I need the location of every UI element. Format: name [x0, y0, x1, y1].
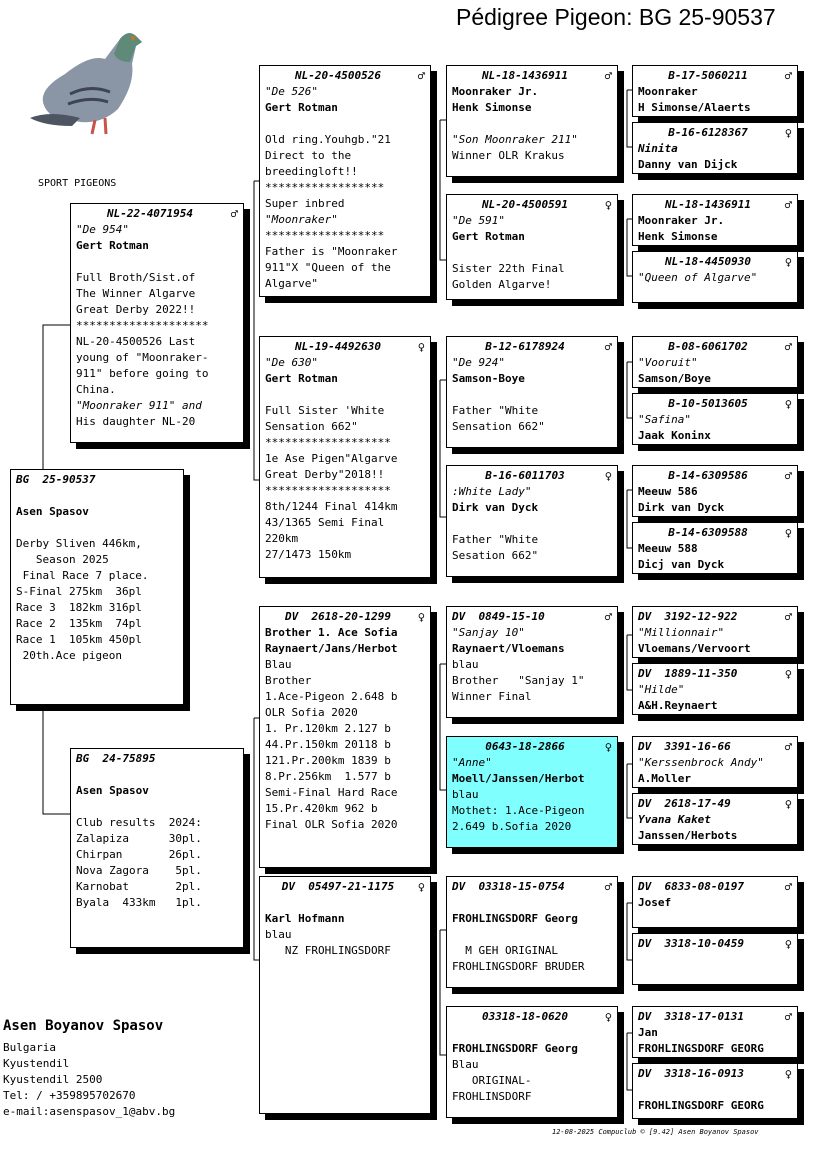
- card-line: FROHLINSDORF: [452, 1090, 532, 1103]
- card-lines: [76, 222, 238, 430]
- card-line: "Anne": [452, 756, 492, 769]
- card-line: Danny van Dijck: [638, 158, 738, 171]
- card-line: Janssen/Herbots: [638, 829, 738, 842]
- ring-number: NL-19-4492630 ♀: [294, 340, 425, 354]
- card-line: 44.Pr.150km 20118 b: [265, 738, 391, 751]
- card-line: [76, 767, 238, 783]
- gen5-card-16[interactable]: [632, 1063, 798, 1119]
- male-icon: ♂: [604, 880, 612, 894]
- sire-dam-card[interactable]: [259, 336, 431, 578]
- card-line: young of "Moonraker-: [76, 351, 209, 364]
- card-lines: [452, 895, 612, 975]
- female-icon: ♀: [417, 610, 425, 624]
- card-line: 1e Ase Pigen"Algarve: [265, 452, 398, 465]
- card-line: A&H.Reynaert: [638, 699, 718, 712]
- female-icon: ♀: [604, 740, 612, 754]
- ring-number: DV 2618-17-49 ♀: [638, 797, 792, 811]
- card-line: Sister 22th Final: [452, 262, 565, 275]
- card-line: Club results 2024:: [76, 816, 202, 829]
- male-icon: ♂: [784, 610, 792, 624]
- card-line: Blau: [452, 1058, 479, 1071]
- female-icon: ♀: [604, 198, 612, 212]
- ring-number: 0643-18-2866 ♀: [485, 740, 612, 754]
- card-lines: [638, 541, 792, 573]
- ring-number: NL-20-4500591 ♀: [481, 198, 612, 212]
- card-lines: [638, 412, 792, 444]
- card-line: Season 2025: [16, 553, 109, 566]
- male-icon: ♂: [604, 69, 612, 83]
- gen5-card-5[interactable]: [632, 336, 798, 388]
- card-line: Derby Sliven 446km,: [16, 537, 142, 550]
- card-line: [265, 895, 425, 911]
- card-line: "Vooruit": [638, 356, 698, 369]
- card-line: Blau: [265, 658, 292, 671]
- ring-number: DV 3391-16-66 ♂: [638, 740, 792, 754]
- card-line: 220km: [265, 532, 299, 545]
- card-lines: [638, 213, 792, 245]
- card-line: Semi-Final Hard Race: [265, 786, 398, 799]
- card-lines: [638, 84, 792, 116]
- card-lines: [452, 355, 612, 435]
- card-line: 20th.Ace pigeon: [16, 649, 122, 662]
- card-line: Asen Spasov: [76, 784, 149, 797]
- card-line: Raynaert/Vloemans: [452, 642, 565, 655]
- owner-details: [3, 1040, 175, 1120]
- gen4-card-7[interactable]: [446, 876, 618, 988]
- ring-number: B-17-5060211 ♂: [668, 69, 792, 83]
- sire-card[interactable]: [70, 203, 244, 443]
- gen5-card-8[interactable]: [632, 522, 798, 574]
- dam-sire-card[interactable]: [259, 606, 431, 868]
- ring-number: DV 3318-10-0459 ♀: [638, 937, 792, 951]
- card-lines: [452, 625, 612, 705]
- gen5-card-1[interactable]: [632, 65, 798, 117]
- female-icon: ♀: [417, 340, 425, 354]
- page-title: Pédigree Pigeon: BG 25-90537: [456, 4, 776, 30]
- card-line: Super inbred: [265, 197, 345, 210]
- female-icon: ♀: [784, 255, 792, 269]
- card-line: China.: [76, 383, 116, 396]
- card-line: [452, 927, 612, 943]
- card-line: 911" before going to: [76, 367, 209, 380]
- card-lines: [638, 682, 792, 714]
- card-line: [452, 1025, 612, 1041]
- card-line: blau: [265, 928, 292, 941]
- card-lines: [265, 84, 425, 292]
- card-line: Final OLR Sofia 2020: [265, 818, 398, 831]
- card-lines: [638, 1025, 792, 1057]
- card-lines: [638, 270, 792, 286]
- card-lines: [638, 895, 792, 911]
- gen5-card-11[interactable]: [632, 736, 798, 788]
- card-line: Full Sister 'White: [265, 404, 385, 417]
- card-line: Zalapiza 30pl.: [76, 832, 202, 845]
- card-line: Ninita: [638, 142, 678, 155]
- card-line: Winner Final: [452, 690, 532, 703]
- card-line: "Moonraker 911" and: [76, 399, 202, 412]
- ring-number: DV 3318-16-0913 ♀: [638, 1067, 792, 1081]
- ring-number: 03318-18-0620 ♀: [481, 1010, 612, 1024]
- card-line: *******************: [265, 484, 391, 497]
- gen5-card-6[interactable]: [632, 393, 798, 445]
- card-line: [452, 516, 612, 532]
- ring-number: B-10-5013605 ♀: [668, 397, 792, 411]
- card-line: Asen Spasov: [16, 505, 89, 518]
- ring-number: NL-20-4500526 ♂: [294, 69, 425, 83]
- card-line: Moonraker: [638, 85, 698, 98]
- card-line: *******************: [265, 436, 391, 449]
- card-line: NL-20-4500526 Last: [76, 335, 196, 348]
- gen5-card-4[interactable]: [632, 251, 798, 303]
- card-lines: [638, 755, 792, 787]
- card-lines: [76, 767, 238, 911]
- card-line: Jaak Koninx: [638, 429, 711, 442]
- ring-number: DV 3318-17-0131 ♂: [638, 1010, 792, 1024]
- ring-number: B-14-6309588 ♀: [668, 526, 792, 540]
- gen4-card-6-highlighted[interactable]: [446, 736, 618, 848]
- card-line: Race 1 105km 450pl: [16, 633, 142, 646]
- owner-line: Kyustendil 2500: [3, 1073, 103, 1086]
- card-line: FROHLINGSDORF GEORG: [638, 1042, 764, 1055]
- card-line: Gert Rotman: [76, 239, 149, 252]
- card-line: 27/1473 150km: [265, 548, 352, 561]
- card-line: :White Lady": [452, 485, 532, 498]
- male-icon: ♂: [784, 340, 792, 354]
- card-line: Henk Simonse: [452, 101, 532, 114]
- card-lines: [638, 484, 792, 516]
- gen5-card-13[interactable]: [632, 876, 798, 928]
- card-line: 15.Pr.420km 962 b: [265, 802, 378, 815]
- card-line: Dirk van Dyck: [638, 501, 725, 514]
- ring-number: BG 25-90537: [16, 473, 96, 486]
- card-line: [265, 387, 425, 403]
- gen5-card-15[interactable]: [632, 1006, 798, 1058]
- card-line: Father "White: [452, 533, 539, 546]
- card-lines: [452, 755, 612, 835]
- card-line: Moonraker Jr.: [638, 214, 725, 227]
- card-line: Samson-Boye: [452, 372, 525, 385]
- footer-credit: 12-08-2025 Compuclub © [9.42] Asen Boyanov Spasov: [552, 1128, 759, 1136]
- card-line: Father is "Moonraker: [265, 245, 398, 258]
- card-lines: [265, 355, 425, 563]
- card-line: "De 630": [265, 356, 318, 369]
- card-line: "Millionnair": [638, 626, 725, 639]
- card-line: [76, 254, 238, 270]
- gen5-card-7[interactable]: [632, 465, 798, 517]
- card-line: Sesation 662": [452, 549, 539, 562]
- owner-line: e-mail:asenspasov_1@abv.bg: [3, 1105, 176, 1118]
- card-lines: [638, 812, 792, 844]
- card-line: Great Derby 2022!!: [76, 303, 196, 316]
- sport-pigeons-label: SPORT PIGEONS: [38, 178, 117, 189]
- female-icon: ♀: [417, 880, 425, 894]
- card-lines: [638, 1082, 792, 1114]
- card-line: OLR Sofia 2020: [265, 706, 358, 719]
- card-line: Golden Algarve!: [452, 278, 552, 291]
- card-line: Full Broth/Sist.of: [76, 271, 196, 284]
- dam-card[interactable]: [70, 748, 244, 948]
- card-line: breedingloft!!: [265, 165, 358, 178]
- card-line: FROHLINGSDORF GEORG: [638, 1099, 764, 1112]
- card-line: "Sanjay 10": [452, 626, 525, 639]
- female-icon: ♀: [784, 526, 792, 540]
- card-line: [452, 245, 612, 261]
- ring-number: DV 2618-20-1299 ♀: [285, 610, 425, 624]
- card-line: His daughter NL-20: [76, 415, 196, 428]
- gen5-card-3[interactable]: [632, 194, 798, 246]
- card-line: The Winner Algarve: [76, 287, 196, 300]
- card-line: NZ FROHLINGSDORF: [265, 944, 391, 957]
- ring-number: DV 3192-12-922 ♂: [638, 610, 792, 624]
- card-line: Moonraker Jr.: [452, 85, 539, 98]
- card-line: ********************: [76, 319, 209, 332]
- card-line: FROHLINGSDORF BRUDER: [452, 960, 585, 973]
- card-line: Karl Hofmann: [265, 912, 345, 925]
- ring-number: B-08-6061702 ♂: [668, 340, 792, 354]
- ring-number: DV 05497-21-1175 ♀: [281, 880, 425, 894]
- card-line: Brother 1. Ace Sofia: [265, 626, 398, 639]
- gen5-card-9[interactable]: [632, 606, 798, 658]
- card-line: ******************: [265, 229, 385, 242]
- card-line: [265, 116, 425, 132]
- card-line: Gert Rotman: [452, 230, 525, 243]
- female-icon: ♀: [604, 469, 612, 483]
- card-lines: [638, 625, 792, 657]
- card-line: FROHLINGSDORF Georg: [452, 912, 578, 925]
- card-line: Father "White: [452, 404, 539, 417]
- card-line: Dirk van Dyck: [452, 501, 539, 514]
- card-line: Chirpan 26pl.: [76, 848, 202, 861]
- owner-name: Asen Boyanov Spasov: [3, 1018, 164, 1034]
- card-line: Byala 433km 1pl.: [76, 896, 202, 909]
- card-lines: [265, 895, 425, 959]
- card-line: Gert Rotman: [265, 372, 338, 385]
- female-icon: ♀: [784, 397, 792, 411]
- card-line: Nova Zagora 5pl.: [76, 864, 202, 877]
- female-icon: ♀: [784, 797, 792, 811]
- card-line: [452, 116, 612, 132]
- ring-number: NL-18-1436911 ♂: [664, 198, 792, 212]
- ring-number: DV 03318-15-0754 ♂: [452, 880, 612, 894]
- card-line: Final Race 7 place.: [16, 569, 149, 582]
- card-line: "Safina": [638, 413, 691, 426]
- card-lines: [16, 488, 178, 664]
- card-line: Vloemans/Vervoort: [638, 642, 751, 655]
- card-lines: [452, 1025, 612, 1105]
- card-line: "Moonraker": [265, 213, 338, 226]
- card-line: [638, 1082, 792, 1098]
- gen4-card-4[interactable]: [446, 465, 618, 577]
- card-line: "De 591": [452, 214, 505, 227]
- card-line: Moell/Janssen/Herbot: [452, 772, 585, 785]
- card-line: blau: [452, 658, 479, 671]
- card-line: H Simonse/Alaerts: [638, 101, 751, 114]
- male-icon: ♂: [784, 880, 792, 894]
- card-line: "De 526": [265, 85, 318, 98]
- card-lines: [638, 355, 792, 387]
- card-lines: [452, 484, 612, 564]
- card-line: M GEH ORIGINAL: [452, 944, 558, 957]
- card-line: [76, 799, 238, 815]
- dam-dam-card[interactable]: [259, 876, 431, 1114]
- male-icon: ♂: [604, 340, 612, 354]
- male-icon: ♂: [784, 740, 792, 754]
- gen5-card-14[interactable]: [632, 933, 798, 985]
- ring-number: B-16-6011703 ♀: [485, 469, 612, 483]
- gen4-card-3[interactable]: [446, 336, 618, 448]
- male-icon: ♂: [784, 469, 792, 483]
- card-line: Gert Rotman: [265, 101, 338, 114]
- card-line: Brother "Sanjay 1": [452, 674, 585, 687]
- male-icon: ♂: [784, 198, 792, 212]
- card-line: Great Derby"2018!!: [265, 468, 385, 481]
- male-icon: ♂: [230, 207, 238, 221]
- male-icon: ♂: [784, 69, 792, 83]
- ring-number: NL-22-4071954 ♂: [106, 207, 238, 221]
- card-line: Race 2 135km 74pl: [16, 617, 142, 630]
- male-icon: ♂: [784, 1010, 792, 1024]
- card-line: "De 924": [452, 356, 505, 369]
- ring-number: B-16-6128367 ♀: [668, 126, 792, 140]
- card-line: ******************: [265, 181, 385, 194]
- card-line: Dicj van Dyck: [638, 558, 725, 571]
- card-line: Mothet: 1.Ace-Pigeon: [452, 804, 585, 817]
- male-icon: ♂: [604, 610, 612, 624]
- gen5-card-12[interactable]: [632, 793, 798, 845]
- card-line: Meeuw 586: [638, 485, 698, 498]
- gen4-card-2[interactable]: [446, 194, 618, 300]
- card-line: Sensation 662": [452, 420, 545, 433]
- male-icon: ♂: [417, 69, 425, 83]
- card-line: 911"X "Queen of the: [265, 261, 391, 274]
- card-line: Samson/Boye: [638, 372, 711, 385]
- female-icon: ♀: [784, 1067, 792, 1081]
- card-lines: [265, 625, 425, 833]
- card-line: 2.649 b.Sofia 2020: [452, 820, 572, 833]
- gen4-card-1[interactable]: [446, 65, 618, 177]
- card-line: ORIGINAL-: [452, 1074, 532, 1087]
- ring-number: BG 24-75895: [76, 752, 156, 765]
- owner-line: Bulgaria: [3, 1041, 56, 1054]
- card-line: "Son Moonraker 211": [452, 133, 578, 146]
- gen4-card-8[interactable]: [446, 1006, 618, 1118]
- card-line: "Queen of Algarve": [638, 271, 758, 284]
- card-line: Old ring.Youhgb."21: [265, 133, 391, 146]
- card-line: 121.Pr.200km 1839 b: [265, 754, 391, 767]
- card-line: [452, 895, 612, 911]
- card-line: Henk Simonse: [638, 230, 718, 243]
- card-line: Sensation 662": [265, 420, 358, 433]
- card-line: S-Final 275km 36pl: [16, 585, 142, 598]
- card-line: Raynaert/Jans/Herbot: [265, 642, 398, 655]
- card-line: 43/1365 Semi Final: [265, 516, 385, 529]
- card-line: [16, 520, 178, 536]
- card-line: Karnobat 2pl.: [76, 880, 202, 893]
- gen4-card-5[interactable]: [446, 606, 618, 718]
- owner-line: Tel: / +359895702670: [3, 1089, 136, 1102]
- card-line: "De 954": [76, 223, 129, 236]
- card-line: [16, 488, 178, 504]
- card-line: 1. Pr.120km 2.127 b: [265, 722, 391, 735]
- female-icon: ♀: [784, 126, 792, 140]
- owner-line: Kyustendil: [3, 1057, 70, 1070]
- card-lines: [452, 84, 612, 164]
- female-icon: ♀: [604, 1010, 612, 1024]
- ring-number: B-12-6178924 ♂: [485, 340, 612, 354]
- ring-number: NL-18-1436911 ♂: [481, 69, 612, 83]
- female-icon: ♀: [784, 937, 792, 951]
- owner-contact: [3, 1018, 175, 1120]
- card-line: "Kerssenbrock Andy": [638, 756, 764, 769]
- card-line: Algarve": [265, 277, 318, 290]
- ring-number: B-14-6309586 ♂: [668, 469, 792, 483]
- card-line: 8.Pr.256km 1.577 b: [265, 770, 391, 783]
- card-line: Josef: [638, 896, 672, 909]
- card-line: Yvana Kaket: [638, 813, 711, 826]
- card-line: Winner OLR Krakus: [452, 149, 565, 162]
- card-lines: [638, 141, 792, 173]
- card-line: blau: [452, 788, 479, 801]
- ring-number: NL-18-4450930 ♀: [664, 255, 792, 269]
- ring-number: DV 6833-08-0197 ♂: [638, 880, 792, 894]
- card-line: Race 3 182km 316pl: [16, 601, 142, 614]
- card-line: 1.Ace-Pigeon 2.648 b: [265, 690, 398, 703]
- card-line: 8th/1244 Final 414km: [265, 500, 398, 513]
- card-line: FROHLINGSDORF Georg: [452, 1042, 578, 1055]
- female-icon: ♀: [784, 667, 792, 681]
- card-lines: [452, 213, 612, 293]
- card-line: A.Moller: [638, 772, 691, 785]
- gen5-card-10[interactable]: [632, 663, 798, 715]
- sire-sire-card[interactable]: [259, 65, 431, 297]
- card-line: Meeuw 588: [638, 542, 698, 555]
- card-line: Jan: [638, 1026, 658, 1039]
- card-line: Brother: [265, 674, 312, 687]
- ring-number: DV 1889-11-350 ♀: [638, 667, 792, 681]
- card-line: Direct to the: [265, 149, 352, 162]
- gen5-card-2[interactable]: [632, 122, 798, 174]
- main-pigeon-card[interactable]: [10, 469, 184, 705]
- ring-number: DV 0849-15-10 ♂: [452, 610, 612, 624]
- card-line: [452, 387, 612, 403]
- card-line: "Hilde": [638, 683, 685, 696]
